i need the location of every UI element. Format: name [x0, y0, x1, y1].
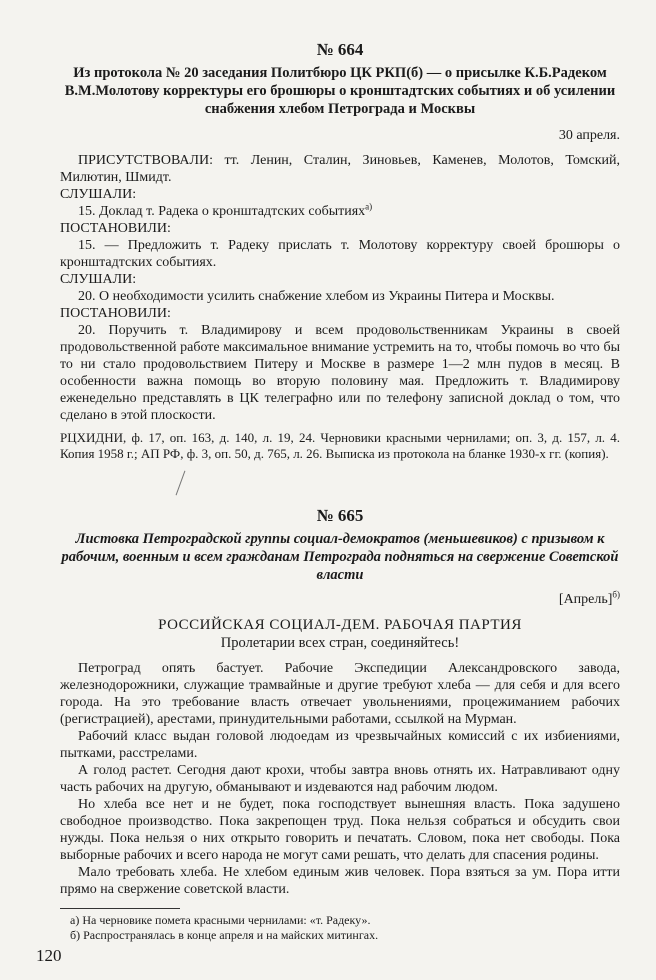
archive-source: РЦХИДНИ, ф. 17, оп. 163, д. 140, л. 19, 24. Черновики красными чернилами; оп. 3, д. 157, л. 4. Копия 1958 г.; АП РФ, ф. 3, оп. 50, д. 765, л. 26. Выписка из протокола на бланке 1930-х гг. (копия). — [60, 430, 620, 461]
leaflet-paragraph: Но хлеба все нет и не будет, пока господствует вынешняя власть. Пока задушено свободное производство. Пока закрепощен труд. Пока нельзя собраться и обсудить свои нужды. Пока нельзя о них открыто говорить и печатать. Словом, пока нет свободы. Пока выборные рабочих и всего народа не могут сами решать, что делать для спасения родины. — [60, 797, 620, 863]
heard-item-2: 20. О необходимости усилить снабжение хлебом из Украины Питера и Москвы. — [78, 289, 555, 304]
footnote-b: б) Распространялась в конце апреля и на майских митингах. — [70, 928, 379, 942]
doc-665-date: [Апрель]$^{б)}$ — [558, 589, 620, 607]
heard-label-1: СЛУШАЛИ: — [60, 187, 137, 202]
footnote-rule — [60, 908, 180, 909]
page-number: 120 — [36, 946, 62, 965]
decided-item-2: 20. Поручить т. Владимирову и всем продовольственникам Украины в своей продовольственной работе максимальное внимание устремить на то, чтобы помочь во что бы то ни стало продовольствием Питеру и Москве в размере 1—2 млн пудов в месяц. В особенности важна помощь во вторую половину мая. Предложить т. Владимирову еженедельно представлять в ЦК телеграфно или по телефону записной доклад о том, что сделано в этой плоскости. — [60, 323, 620, 423]
footnote-a: а) На черновике помета красными чернилами: «т. Радеку». — [70, 913, 371, 927]
leaflet-paragraph: Мало требовать хлеба. Не хлебом единым жив человек. Пора взяться за ум. Пора итти прямо на свержение советской власти. — [60, 865, 620, 897]
leaflet-paragraph: Петроград опять бастует. Рабочие Экспедиции Александровского завода, железнодорожники, служащие трамвайные и другие требуют хлеба — для себя и для всего города. На это требование власть отвечает увольнениями, процежиманием рабочих (регистрацией), арестами, принудительными работами, ссылкой на Мурман. — [60, 661, 620, 727]
footnote-ref-a: а) — [365, 201, 373, 212]
party-slogan: Пролетарии всех стран, соединяйтесь! — [220, 635, 460, 651]
page — [60, 40, 620, 943]
heard-item-1: 15. Доклад т. Радека о кронштадтских событиях$^{а)}$ — [78, 201, 373, 219]
doc-664-title: Из протокола № 20 заседания Политбюро ЦК РКП(б) — о присылке К.Б.Радеком В.М.Молотову корректуры его брошюры о кронштадтских событиях и об усилении снабжения хлебом Петрограда и Москвы — [64, 65, 616, 117]
decided-label-1: ПОСТАНОВИЛИ: — [60, 221, 171, 236]
decided-item-1: 15. — Предложить т. Радеку прислать т. Молотову корректуру своей брошюры о кронштадтских событиях. — [60, 238, 620, 270]
footnote-ref-b: б) — [612, 589, 620, 600]
doc-664-date: 30 апреля. — [558, 128, 620, 143]
decided-label-2: ПОСТАНОВИЛИ: — [60, 306, 171, 321]
present-list: ПРИСУТСТВОВАЛИ: тт. Ленин, Сталин, Зиновьев, Каменев, Молотов, Томский, Милютин, Шмидт. — [60, 153, 620, 185]
doc-665-title: Листовка Петроградской группы социал-демократов (меньшевиков) с призывом к рабочим, военным и всем гражданам Петрограда подняться на свержение Советской власти — [61, 531, 619, 583]
leaflet-paragraph: Рабочий класс выдан головой людоедам из чрезвычайных комиссий с их избиениями, пытками, расстрелами. — [60, 729, 620, 761]
leaflet-paragraph: А голод растет. Сегодня дают крохи, чтобы завтра вновь отнять их. Натравливают одну часть рабочих на другую, обманывают и издеваются над рабочим людом. — [60, 763, 620, 795]
doc-664-number: № 664 — [316, 40, 364, 59]
pencil-mark — [176, 471, 186, 496]
doc-665-number: № 665 — [316, 506, 364, 525]
party-name: РОССИЙСКАЯ СОЦИАЛ-ДЕМ. РАБОЧАЯ ПАРТИЯ — [158, 617, 522, 633]
section-separator — [60, 462, 620, 506]
heard-label-2: СЛУШАЛИ: — [60, 272, 137, 287]
